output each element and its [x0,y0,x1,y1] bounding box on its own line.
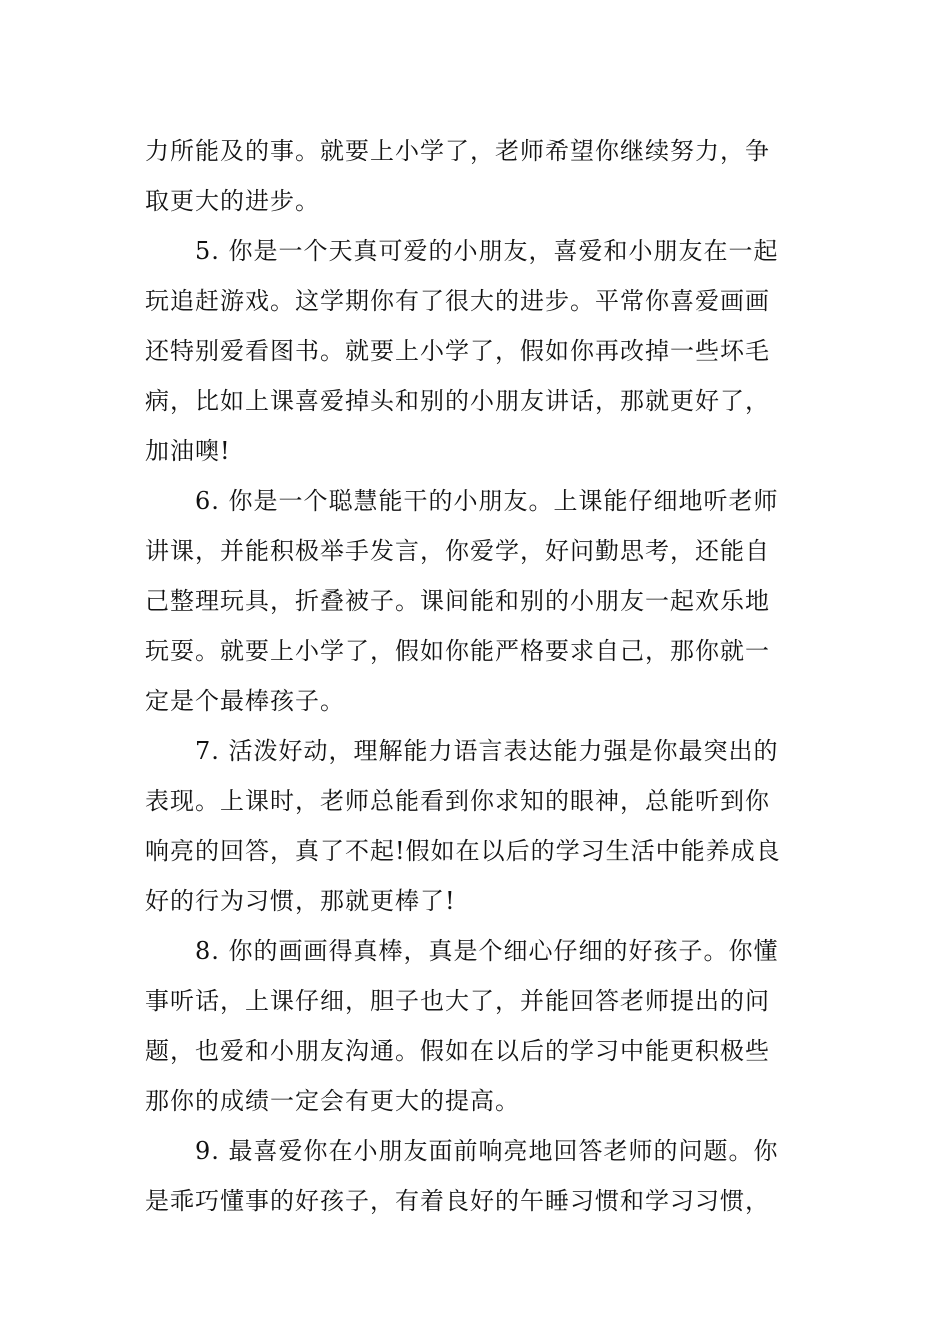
paragraph-5 [145,226,810,476]
text-line: 6. 你是一个聪慧能干的小朋友。上课能仔细地听老师 [195,487,779,515]
text-line: 8. 你的画画得真棒，真是个细心仔细的好孩子。你懂 [195,937,779,965]
text-line: 响亮的回答，真了不起!假如在以后的学习生活中能养成良 [145,837,781,865]
text-line: 5. 你是一个天真可爱的小朋友，喜爱和小朋友在一起 [195,237,779,265]
text-line: 定是个最棒孩子。 [145,687,345,715]
text-line: 题，也爱和小朋友沟通。假如在以后的学习中能更积极些 [145,1037,770,1065]
paragraph-8 [145,926,810,1126]
text-line: 7. 活泼好动，理解能力语言表达能力强是你最突出的 [195,737,779,765]
paragraph-6 [145,476,810,726]
text-line: 己整理玩具，折叠被子。课间能和别的小朋友一起欢乐地 [145,587,770,615]
text-line: 玩追赶游戏。这学期你有了很大的进步。平常你喜爱画画 [145,287,770,315]
text-line: 玩耍。就要上小学了，假如你能严格要求自己，那你就一 [145,637,770,665]
paragraph-9 [145,1126,810,1226]
text-line: 病，比如上课喜爱掉头和别的小朋友讲话，那就更好了， [145,387,770,415]
paragraph-4-continuation [145,126,810,226]
paragraph-7 [145,726,810,926]
text-line: 好的行为习惯，那就更棒了! [145,887,456,915]
text-line: 是乖巧懂事的好孩子，有着良好的午睡习惯和学习习惯， [145,1187,770,1215]
text-line: 9. 最喜爱你在小朋友面前响亮地回答老师的问题。你 [195,1137,779,1165]
text-line: 表现。上课时，老师总能看到你求知的眼神，总能听到你 [145,787,770,815]
text-line: 力所能及的事。就要上小学了，老师希望你继续努力，争 [145,137,770,165]
text-line: 还特别爱看图书。就要上小学了，假如你再改掉一些坏毛 [145,337,770,365]
text-line: 事听话，上课仔细，胆子也大了，并能回答老师提出的问 [145,987,770,1015]
document-body [145,126,810,1226]
text-line: 加油噢! [145,437,231,465]
text-line: 讲课，并能积极举手发言，你爱学，好问勤思考，还能自 [145,537,770,565]
text-line: 取更大的进步。 [145,187,320,215]
text-line: 那你的成绩一定会有更大的提高。 [145,1087,520,1115]
